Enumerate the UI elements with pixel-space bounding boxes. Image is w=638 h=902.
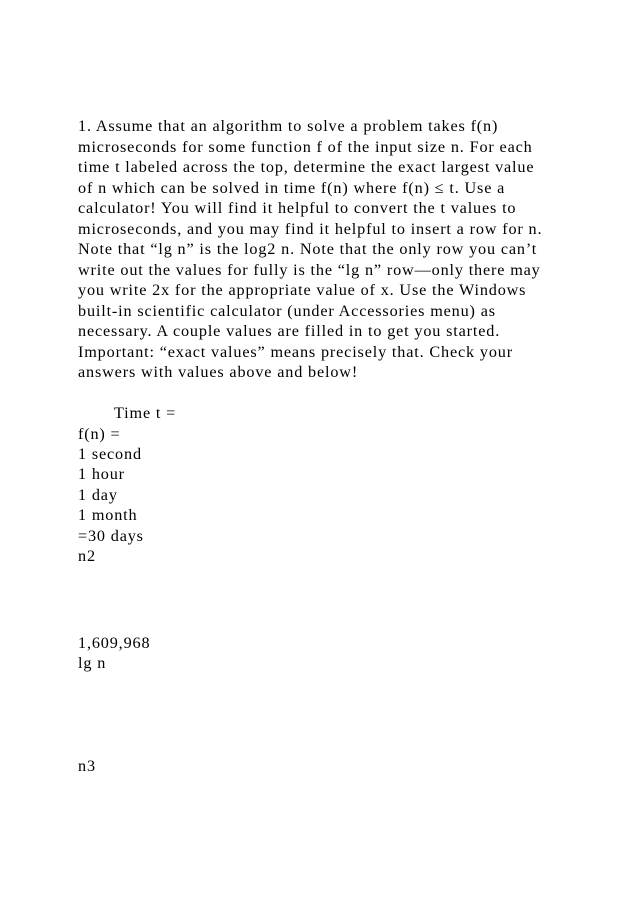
problem-statement	[78, 116, 578, 383]
fn-header: f(n) =	[78, 425, 121, 443]
problem-line: Important: “exact values” means precisely that. Check your	[78, 342, 513, 361]
problem-line: you write 2x for the appropriate value of x. Use the Windows	[78, 281, 527, 299]
time-header: Time t =	[114, 404, 177, 422]
column-header: 1 day	[78, 486, 118, 504]
problem-line: answers with values above and below!	[78, 363, 359, 381]
column-header: 1 month	[78, 506, 138, 524]
problem-line: Note that “lg n” is the log2 n. Note that the only row you can’t	[78, 240, 538, 258]
cell-value: 1,609,968	[78, 634, 151, 652]
column-header: =30 days	[78, 527, 144, 545]
problem-line: 1. Assume that an algorithm to solve a problem takes f(n)	[78, 117, 499, 135]
column-header: 1 hour	[78, 465, 125, 483]
row-label: lg n	[78, 654, 107, 672]
problem-line: calculator! You will find it helpful to convert the t values to	[78, 199, 517, 217]
problem-line: microseconds for some function f of the input size n. For each	[78, 137, 533, 156]
row-label: n2	[78, 547, 96, 565]
problem-line: time t labeled across the top, determine the exact largest value	[78, 158, 535, 176]
problem-line: microseconds, and you may find it helpful to insert a row for n.	[78, 219, 543, 238]
problem-line: necessary. A couple values are filled in to get you started.	[78, 322, 501, 340]
problem-line: built-in scientific calculator (under Accessories menu) as	[78, 301, 496, 320]
problem-line: of n which can be solved in time f(n) where f(n) ≤ t. Use a	[78, 178, 506, 197]
row-label: n3	[78, 757, 96, 775]
problem-line: write out the values for fully is the “lg n” row—only there may	[78, 260, 541, 279]
column-header: 1 second	[78, 445, 142, 463]
